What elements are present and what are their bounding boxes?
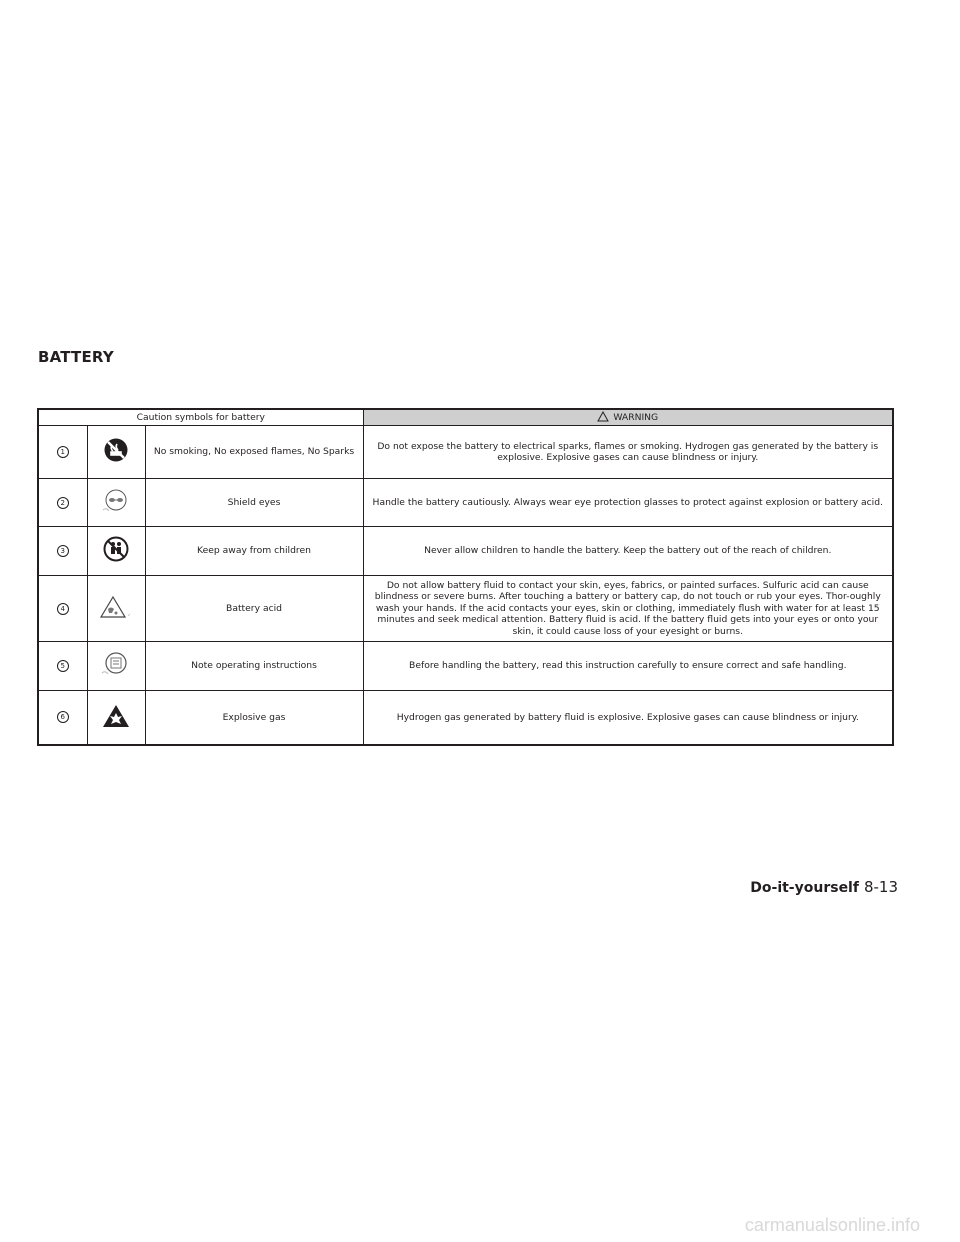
row-number: 6 (38, 691, 87, 745)
keep-away-children-icon (87, 527, 145, 576)
table-header-row (38, 409, 893, 426)
row-number: 4 (38, 576, 87, 642)
row-text: Before handling the battery, read this instruction carefully to ensure correct and safe handling. (363, 642, 893, 691)
table-row (38, 642, 893, 691)
row-label: Explosive gas (145, 691, 363, 745)
row-label: Keep away from children (145, 527, 363, 576)
chapter-title: Do-it-yourself (750, 880, 859, 896)
row-text: Do not allow battery fluid to contact your skin, eyes, fabrics, or painted surfaces. Sulfuric acid can cause blindness or severe burns. After touching a battery or battery cap, do not touch or rub your eyes. Thor-oughly wash your hands. If the acid contacts your eyes, skin or clothing, immediately flush with water for at least 15 minutes and seek medical attention. Battery fluid is acid. If the battery fluid gets into your eyes or onto your skin, it could cause loss of your eyesight or burns. (363, 576, 893, 642)
no-smoking-flames-sparks-icon (87, 426, 145, 479)
table-row (38, 426, 893, 479)
row-number: 2 (38, 479, 87, 527)
warning-label: WARNING (613, 412, 659, 424)
page-footer (750, 878, 898, 896)
page-number: 8-13 (863, 878, 898, 896)
row-text: Handle the battery cautiously. Always wear eye protection glasses to protect against explosion or battery acid. (363, 479, 893, 527)
row-label: Shield eyes (145, 479, 363, 527)
table-header-warning (363, 409, 893, 426)
operating-instructions-icon (87, 642, 145, 691)
shield-eyes-icon (87, 479, 145, 527)
row-label: Battery acid (145, 576, 363, 642)
row-text: Never allow children to handle the battery. Keep the battery out of the reach of children. (363, 527, 893, 576)
row-text: Do not expose the battery to electrical sparks, flames or smoking. Hydrogen gas generated by the battery is explosive. Explosive gases can cause blindness or injury. (363, 426, 893, 479)
explosive-gas-icon (87, 691, 145, 745)
watermark: carmanualsonline.info (744, 1215, 920, 1235)
row-number: 3 (38, 527, 87, 576)
caution-symbols-table (37, 408, 894, 746)
section-title: BATTERY (38, 348, 114, 366)
row-label: No smoking, No exposed flames, No Sparks (145, 426, 363, 479)
row-text: Hydrogen gas generated by battery fluid is explosive. Explosive gases can cause blindness or injury. (363, 691, 893, 745)
battery-acid-icon (87, 576, 145, 642)
warning-icon (597, 411, 609, 422)
table-header-symbols: Caution symbols for battery (38, 409, 363, 426)
row-number: 1 (38, 426, 87, 479)
table-row (38, 576, 893, 642)
row-label: Note operating instructions (145, 642, 363, 691)
row-number: 5 (38, 642, 87, 691)
table-row (38, 479, 893, 527)
table-row (38, 527, 893, 576)
table-row (38, 691, 893, 745)
